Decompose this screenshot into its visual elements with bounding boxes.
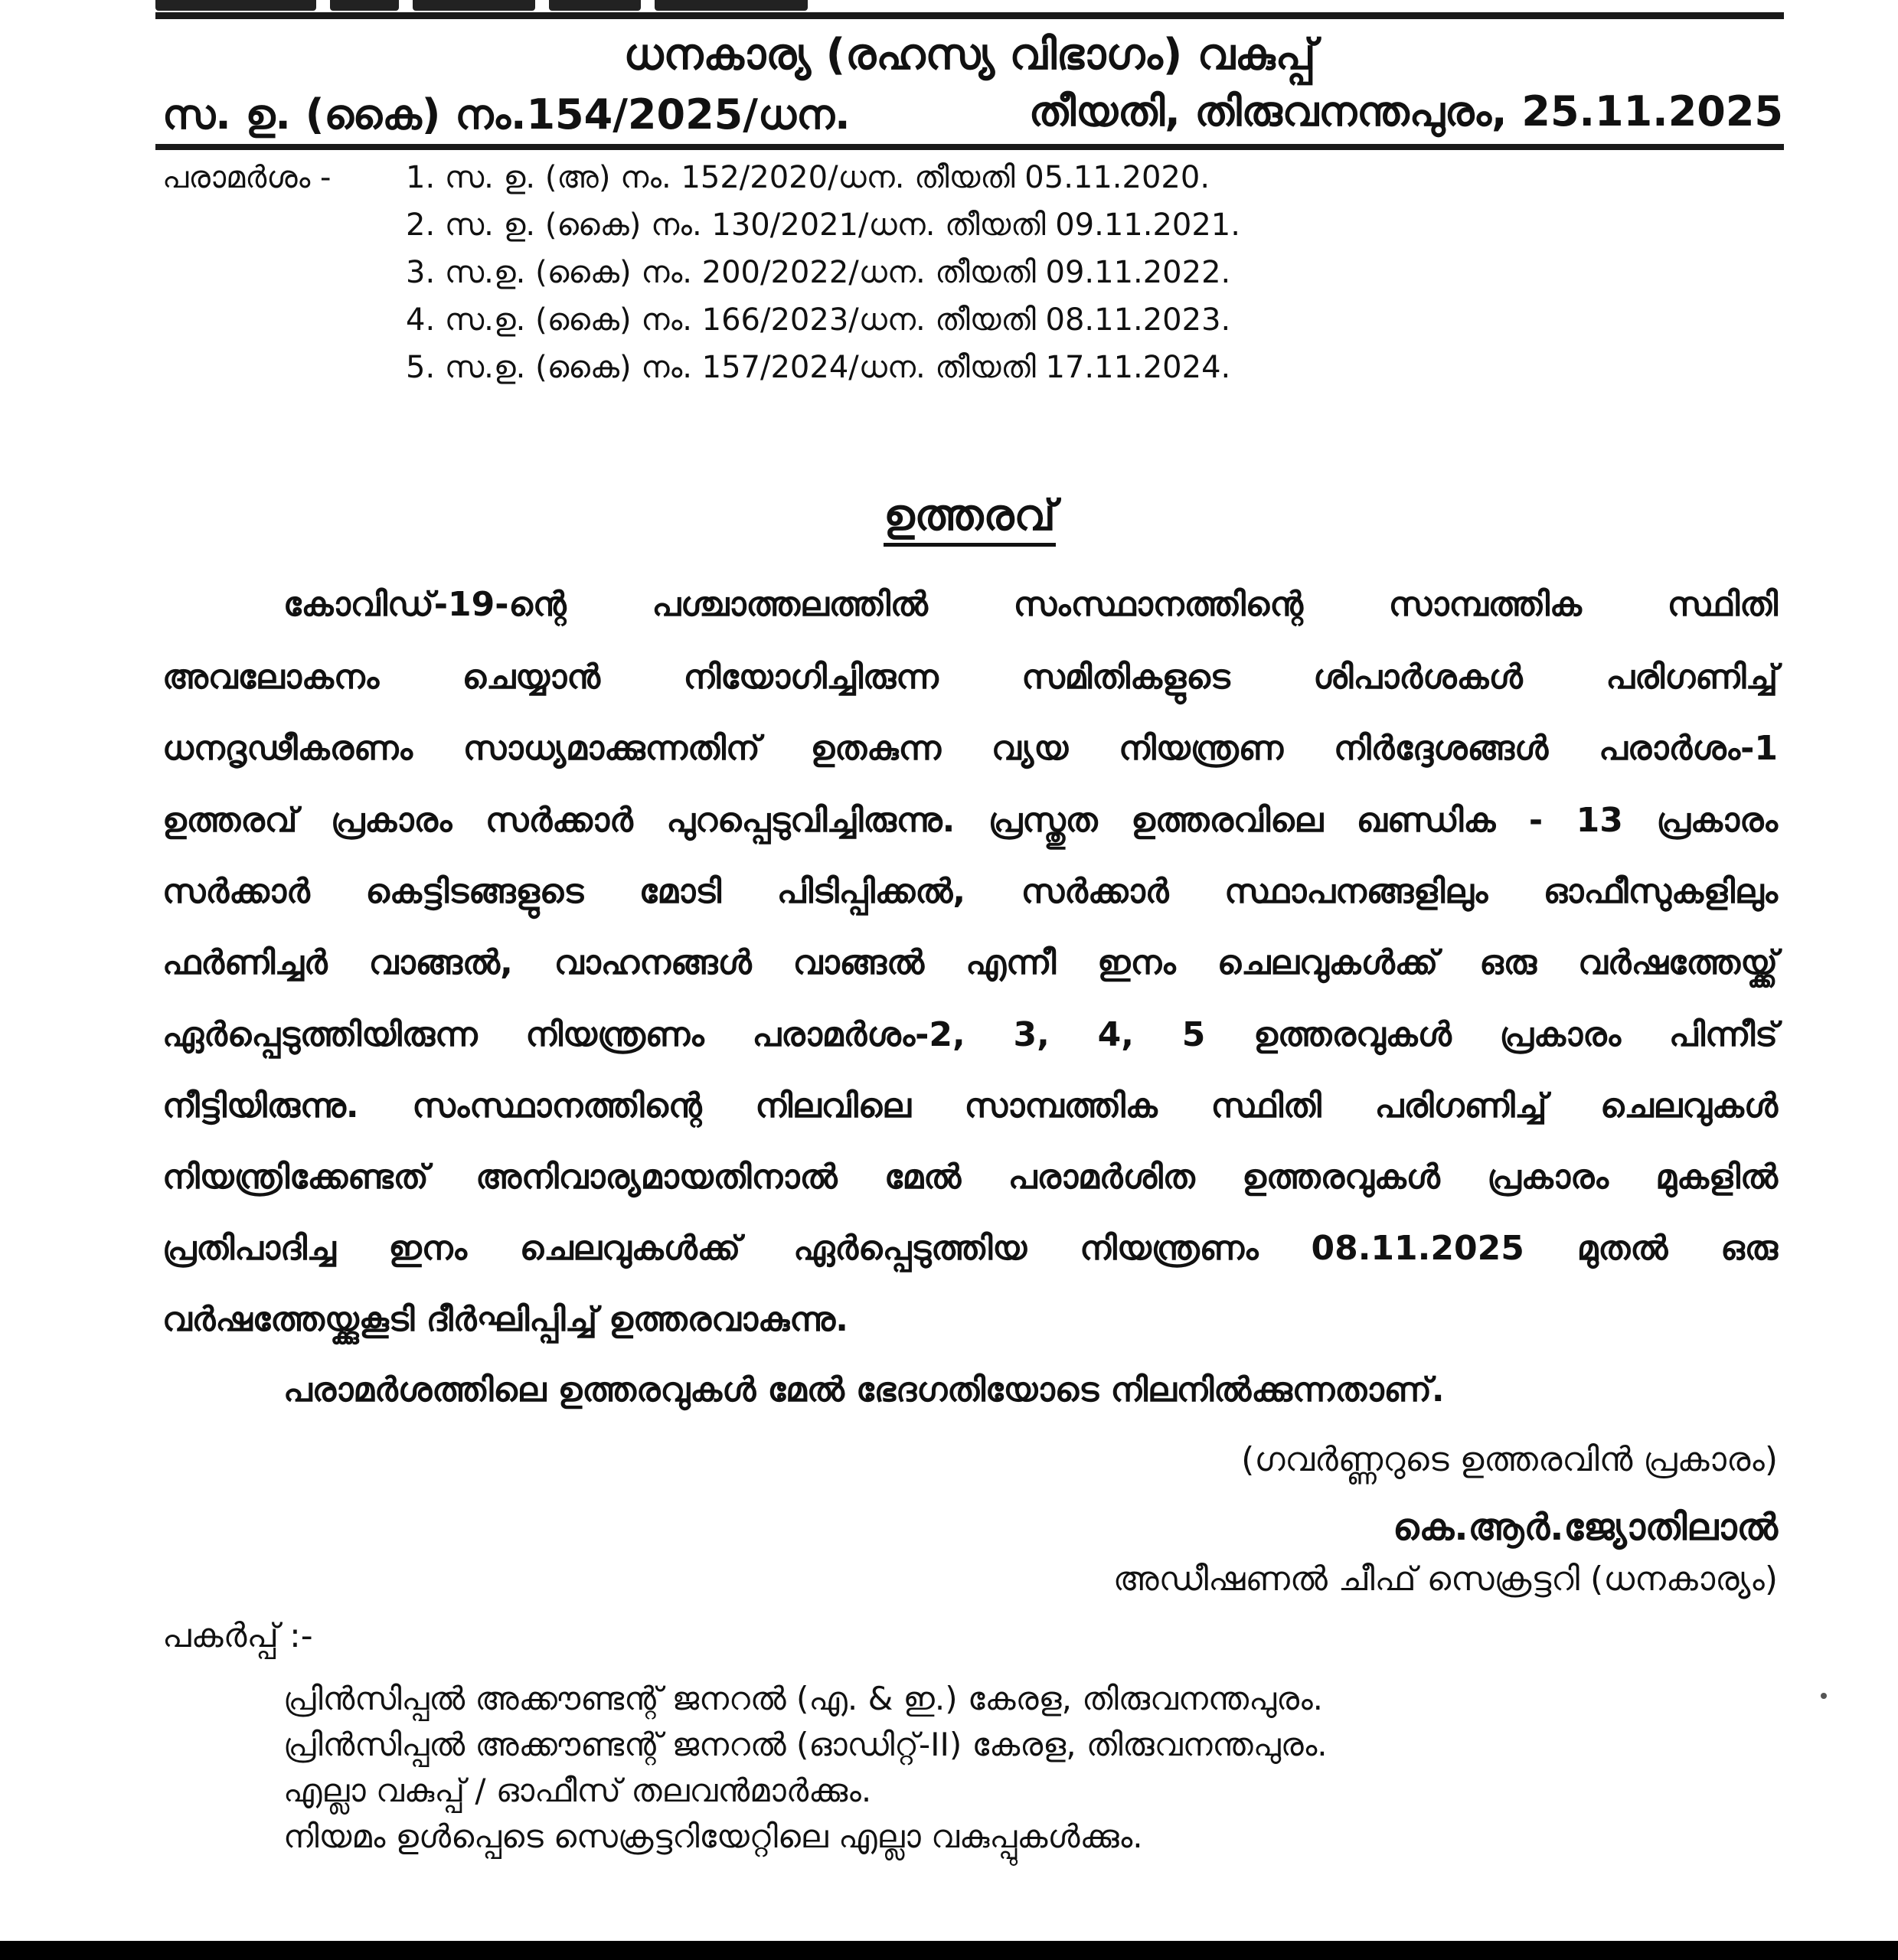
header-bottom-rule [155, 144, 1784, 150]
copy-recipient: എല്ലാ വകുപ്പ് / ഓഫീസ് തലവൻമാർക്കും. [283, 1772, 872, 1809]
copy-recipient: പ്രിൻസിപ്പൽ അക്കൗണ്ടന്റ് ജനറൽ (ഓഡിറ്റ്-II) കേരള, തിരുവനന്തപുരം. [283, 1726, 1328, 1763]
order-number: സ. ഉ. (കൈ) നം.154/2025/ധന. [162, 90, 851, 139]
paragraph-line: അവലോകനം ചെയ്യാൻ നിയോഗിച്ചിരുന്ന സമിതികളുടെ ശിപാർശകൾ പരിഗണിച്ച് [162, 658, 1778, 697]
signer-designation: അഡീഷണൽ ചീഫ് സെക്രട്ടറി (ധനകാര്യം) [1112, 1560, 1778, 1599]
signer-name: കെ.ആർ.ജ്യോതിലാൽ [1393, 1506, 1778, 1549]
order-heading [155, 485, 1784, 547]
reference-item: 2. സ. ഉ. (കൈ) നം. 130/2021/ധന. തീയതി 09.11.2021. [406, 207, 1240, 243]
order-heading-text: ഉത്തരവ് [884, 489, 1056, 547]
paragraph-line: വർഷത്തേയ്ക്കുകൂടി ദീർഘിപ്പിച്ച് ഉത്തരവാകുന്നു. [162, 1300, 848, 1339]
by-order-of-governor: (ഗവർണ്ണറുടെ ഉത്തരവിൻ പ്രകാരം) [1241, 1440, 1778, 1479]
department-title: ധനകാര്യ (രഹസ്യ വിഭാഗം) വകുപ്പ് [623, 30, 1316, 80]
paragraph-line: സർക്കാർ കെട്ടിടങ്ങളുടെ മോടി പിടിപ്പിക്കൽ, സർക്കാർ സ്ഥാപനങ്ങളിലും ഓഫീസുകളിലും [162, 872, 1778, 911]
reference-item: 4. സ.ഉ. (കൈ) നം. 166/2023/ധന. തീയതി 08.11.2023. [406, 302, 1231, 338]
copy-recipient: നിയമം ഉൾപ്പെടെ സെക്രട്ടറിയേറ്റിലെ എല്ലാ വകുപ്പുകൾക്കും. [283, 1818, 1143, 1855]
reference-item: 3. സ.ഉ. (കൈ) നം. 200/2022/ധന. തീയതി 09.11.2022. [406, 255, 1231, 290]
copy-to-label: പകർപ്പ് :- [162, 1616, 313, 1655]
paragraph-line: ഏർപ്പെടുത്തിയിരുന്ന നിയന്ത്രണം പരാമർശം-2, 3, 4, 5 ഉത്തരവുകൾ പ്രകാരം പിന്നീട് [162, 1015, 1778, 1054]
reference-item: 5. സ.ഉ. (കൈ) നം. 157/2024/ധന. തീയതി 17.11.2024. [406, 350, 1231, 385]
paragraph-line: ഫർണിച്ചർ വാങ്ങൽ, വാഹനങ്ങൾ വാങ്ങൽ എന്നീ ഇനം ചെലവുകൾക്ക് ഒരു വർഷത്തേയ്ക്ക് [162, 943, 1778, 982]
copy-recipient: പ്രിൻസിപ്പൽ അക്കൗണ്ടന്റ് ജനറൽ (എ. & ഇ.) കേരള, തിരുവനന്തപുരം. [283, 1680, 1324, 1717]
paragraph-line: കോവിഡ്-19-ന്റെ പശ്ചാത്തലത്തിൽ സംസ്ഥാനത്തിന്റെ സാമ്പത്തിക സ്ഥിതി [283, 585, 1778, 624]
paragraph-line: പ്രതിപാദിച്ച ഇനം ചെലവുകൾക്ക് ഏർപ്പെടുത്തിയ നിയന്ത്രണം 08.11.2025 മുതൽ ഒരു [162, 1229, 1778, 1268]
reference-item: 1. സ. ഉ. (അ) നം. 152/2020/ധന. തീയതി 05.11.2020. [406, 160, 1210, 195]
scan-speck [1821, 1693, 1827, 1699]
cropped-top-text [155, 0, 844, 11]
paragraph-line: ധനദൃഢീകരണം സാധ്യമാക്കുന്നതിന് ഉതകുന്ന വ്യയ നിയന്ത്രണ നിർദ്ദേശങ്ങൾ പരാർശം-1 [162, 729, 1778, 768]
paragraph-line: ഉത്തരവ് പ്രകാരം സർക്കാർ പുറപ്പെടുവിച്ചിരുന്നു. പ്രസ്തുത ഉത്തരവിലെ ഖണ്ഡിക - 13 പ്രകാരം [162, 801, 1778, 840]
amendment-note: പരാമർശത്തിലെ ഉത്തരവുകൾ മേൽ ഭേദഗതിയോടെ നിലനിൽക്കുന്നതാണ്. [283, 1370, 1445, 1410]
scan-bottom-edge [0, 1941, 1898, 1960]
paragraph-line: നീട്ടിയിരുന്നു. സംസ്ഥാനത്തിന്റെ നിലവിലെ സാമ്പത്തിക സ്ഥിതി പരിഗണിച്ച് ചെലവുകൾ [162, 1086, 1778, 1125]
paragraph-line: നിയന്ത്രിക്കേണ്ടത് അനിവാര്യമായതിനാൽ മേൽ പരാമർശിത ഉത്തരവുകൾ പ്രകാരം മുകളിൽ [162, 1158, 1778, 1197]
references-label: പരാമർശം - [162, 160, 332, 195]
header-top-rule [155, 12, 1784, 19]
order-date: തീയതി, തിരുവനന്തപുരം, 25.11.2025 [1028, 87, 1783, 136]
